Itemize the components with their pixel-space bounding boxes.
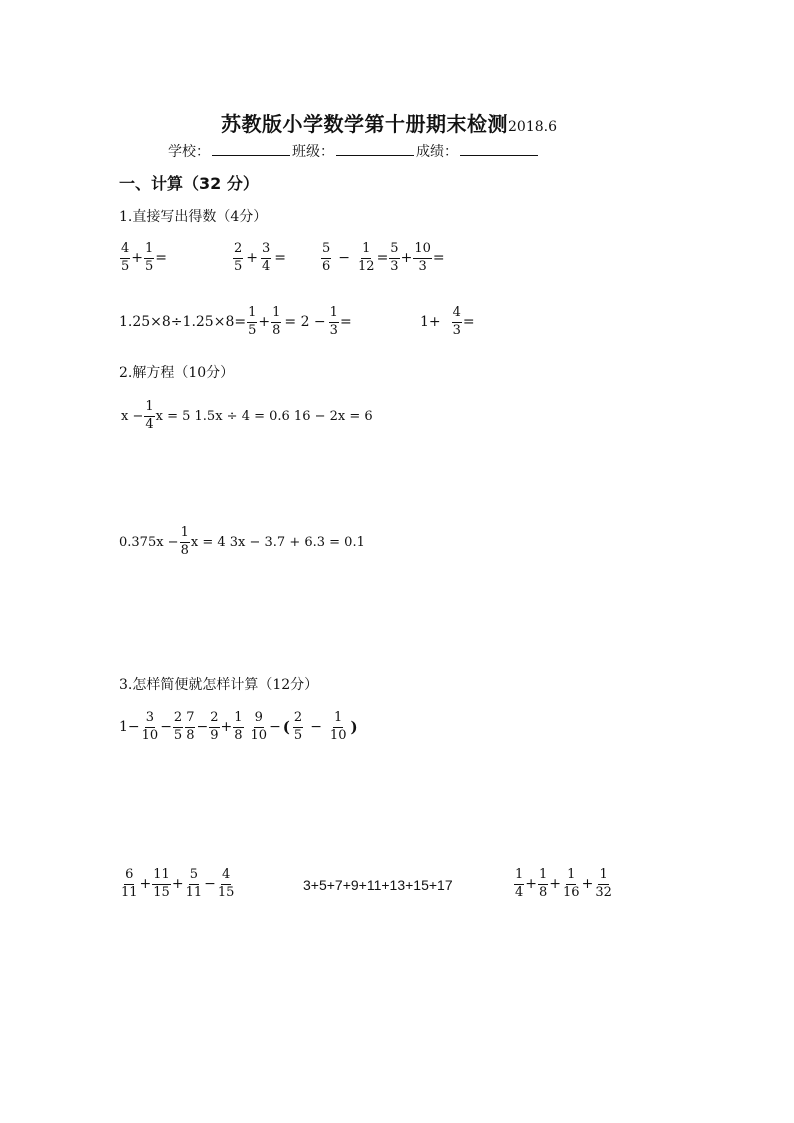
fraction: $\frac{1}{8}$ (234, 710, 243, 743)
fraction: $\frac{6}{11}$ (121, 867, 138, 900)
fraction: $\frac{1}{8}$ (272, 305, 281, 338)
fraction: $\frac{2}{5}$ (234, 241, 243, 274)
fraction: $\frac{11}{15}$ (153, 867, 170, 900)
question-1-label: 1.直接写出得数（4分） (119, 209, 268, 225)
fraction: $\frac{1}{8}$ (539, 867, 548, 900)
score-blank[interactable] (460, 141, 538, 156)
section-heading: 一、计算（32 分） (119, 174, 259, 193)
fraction: $\frac{2}{9}$ (210, 710, 219, 743)
title-date: 2018.6 (508, 119, 557, 135)
fraction: $\frac{9}{10}$ (250, 710, 268, 743)
fraction: $\frac{1}{5}$ (248, 305, 257, 338)
fraction: $\frac{1}{4}$ (515, 867, 524, 900)
score-label: 成绩： (416, 144, 458, 160)
fraction: $\frac{3}{10}$ (141, 710, 159, 743)
fraction: $\frac{4}{15}$ (217, 867, 235, 900)
fraction: $\frac{5}{11}$ (185, 867, 203, 900)
q3-row-2-c: $\frac{1}{4}$ + $\frac{1}{8}$ + $\frac{1}{16}$ + $\frac{1}{32}$ (515, 867, 612, 900)
fraction: $\frac{3}{4}$ (262, 241, 271, 274)
q3-row-2-b: 3+5+7+9+11+13+15+17 (303, 877, 453, 893)
fraction: $\frac{1}{8}$ (180, 525, 189, 558)
q3-row-1: 1− $\frac{3}{10}$ − $\frac{2}{5}$ $\frac{7}{8}$ − $\frac{2}{9}$ + $\frac{1}{8}$ $\frac{9}{10}$ − ( $\frac{2}{5}$ − $\frac{1}{10}$ ) (119, 710, 358, 743)
q1-problem-a: $\frac{4}{5}$ + $\frac{1}{5}$ = (121, 241, 168, 274)
fraction: $\frac{7}{8}$ (186, 710, 195, 743)
page-title (221, 108, 557, 137)
class-label: 班级： (292, 144, 334, 160)
question-3-label: 3.怎样简便就怎样计算（12分） (119, 677, 319, 693)
fraction: $\frac{5}{6}$ (322, 241, 331, 274)
fraction: $\frac{4}{5}$ (121, 241, 130, 274)
q3-row-2-a: $\frac{6}{11}$ + $\frac{11}{15}$ + $\frac{5}{11}$ − $\frac{4}{15}$ (121, 867, 235, 900)
fraction: $\frac{2}{5}$ (173, 710, 183, 743)
fraction: $\frac{1}{16}$ (563, 867, 580, 900)
q1-problem-d: 1.25×8÷1.25×8= $\frac{1}{5}$ + $\frac{1}{8}$ = 2 − $\frac{1}{3}$ = (119, 305, 352, 338)
fraction: $\frac{1}{4}$ (145, 399, 154, 432)
q1-problem-e: 1+ $\frac{4}{3}$ = (420, 305, 475, 338)
fraction: $\frac{4}{3}$ (452, 305, 461, 338)
school-blank[interactable] (212, 141, 290, 156)
student-info-line (168, 141, 540, 161)
fraction: $\frac{1}{10}$ (329, 710, 347, 743)
q2-equations-row-2: 0.375x − $\frac{1}{8}$ x = 4 3x − 3.7 + 6.3 = 0.1 (119, 525, 365, 558)
fraction: $\frac{5}{3}$ (390, 241, 399, 274)
fraction: $\frac{10}{3}$ (414, 241, 431, 274)
fraction: $\frac{1}{5}$ (145, 241, 154, 274)
fraction: $\frac{1}{12}$ (358, 241, 375, 274)
q2-equations-row-1: x − $\frac{1}{4}$ x = 5 1.5x ÷ 4 = 0.6 16 − 2x = 6 (121, 399, 373, 432)
q1-problem-c: $\frac{5}{6}$ − $\frac{1}{12}$ = $\frac{5}{3}$ + $\frac{10}{3}$ = (322, 241, 445, 274)
fraction: $\frac{2}{5}$ (293, 710, 303, 743)
fraction: $\frac{1}{32}$ (595, 867, 612, 900)
school-label: 学校： (168, 144, 210, 160)
class-blank[interactable] (336, 141, 414, 156)
fraction: $\frac{1}{3}$ (329, 305, 338, 338)
question-2-label: 2.解方程（10分） (119, 365, 235, 381)
q1-problem-b: $\frac{2}{5}$ + $\frac{3}{4}$ = (234, 241, 287, 274)
title-text: 苏教版小学数学第十册期末检测 (221, 112, 508, 136)
